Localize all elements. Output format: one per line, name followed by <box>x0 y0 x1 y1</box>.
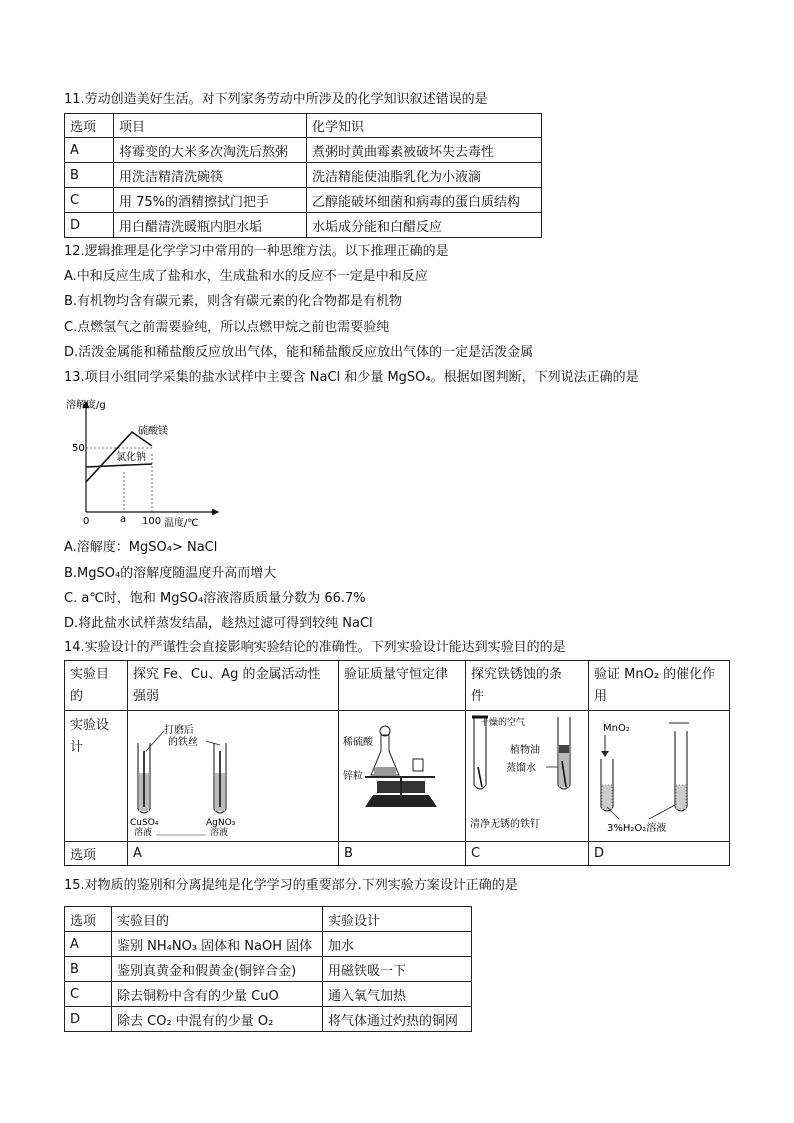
q13-option-a: A.溶解度：MgSO₄> NaCl <box>64 540 218 555</box>
table-cell: 洗洁精能使油脂乳化为小液滴 <box>307 163 542 188</box>
weight <box>413 759 423 771</box>
table-cell: 鉴别真黄金和假黄金(铜锌合金) <box>112 957 323 982</box>
q13-option-b: B.MgSO₄的溶解度随温度升高而增大 <box>64 566 277 581</box>
table-cell: D <box>589 842 730 866</box>
x-tick-label: a <box>120 514 127 525</box>
fig-label: 溶液 <box>210 828 229 837</box>
q14-table <box>64 660 730 866</box>
fig-label: 干燥的空气 <box>480 718 526 728</box>
table-cell: C <box>466 842 589 866</box>
fig-label: 清净无锈的铁钉 <box>470 819 540 830</box>
table-row <box>65 661 730 711</box>
design-label: 计 <box>70 740 84 755</box>
table-header: 化学知识 <box>307 114 542 138</box>
table-row <box>65 188 542 213</box>
table-row <box>65 138 542 163</box>
q13-option-d: D.将此盐水试样蒸发结晶，趁热过滤可得到较纯 NaCl <box>64 616 373 631</box>
nail-dry <box>478 767 482 787</box>
fig-label: 溶液 <box>134 828 153 837</box>
fig-label: 的铁丝 <box>168 737 198 748</box>
x-tick-label: 0 <box>83 516 90 527</box>
table-cell: 加水 <box>323 932 472 957</box>
fig-label: 植物油 <box>510 745 540 756</box>
table-header: 实验目的 <box>112 907 323 932</box>
series-label-nacl: 氯化钠 <box>116 452 146 463</box>
x-axis-label: 温度/℃ <box>164 518 199 529</box>
fig-label: 稀硫酸 <box>343 737 373 748</box>
table-header-row <box>65 114 542 138</box>
table-row <box>65 1007 472 1032</box>
experiment-figure-c <box>466 711 578 837</box>
purpose-d: 验证 MnO₂ 的催化作 <box>594 666 716 682</box>
table-row <box>65 957 472 982</box>
pointer-line <box>206 741 220 745</box>
table-row <box>65 932 472 957</box>
table-header: 实验设计 <box>323 907 472 932</box>
q12-stem: 12.逻辑推理是化学学习中常用的一种思维方法。以下推理正确的是 <box>64 244 449 259</box>
table-row <box>65 711 730 842</box>
table-cell: 通入氧气加热 <box>323 982 472 1007</box>
pointer-line <box>649 805 675 819</box>
table-cell: 除去铜粉中含有的少量 CuO <box>112 982 323 1007</box>
q12-option-b: B.有机物均含有碳元素，则含有碳元素的化合物都是有机物 <box>64 294 403 309</box>
table-cell: D <box>65 1007 112 1032</box>
table-header: 选项 <box>65 114 114 138</box>
purpose-d: 用 <box>594 688 608 704</box>
table-cell: B <box>339 842 466 866</box>
table-cell: 用洗洁精清洗碗筷 <box>114 163 307 188</box>
table-cell: 水垢成分能和白醋反应 <box>307 213 542 238</box>
table-cell: 选项 <box>65 842 128 866</box>
purpose-c: 探究铁锈蚀的条 <box>471 666 563 682</box>
table-row <box>65 842 730 866</box>
fig-label: 蒸馏水 <box>506 763 536 774</box>
fig-label: 锌粒 <box>343 771 363 782</box>
experiment-figure-a <box>128 711 328 837</box>
x-tick-label: 100 <box>142 516 162 527</box>
table-cell: 将气体通过灼热的铜网 <box>323 1007 472 1032</box>
q11-table <box>64 113 542 238</box>
pointer-line <box>146 731 164 751</box>
table-cell: A <box>65 138 114 163</box>
table-cell: C <box>65 982 112 1007</box>
q13-option-c: C. a℃时，饱和 MgSO₄溶液溶质质量分数为 66.7% <box>64 591 366 606</box>
table-cell: 用磁铁吸一下 <box>323 957 472 982</box>
pointer-line <box>607 807 619 819</box>
y-tick-label: 50 <box>72 443 85 454</box>
q14-stem: 14.实验设计的严谨性会直接影响实验结论的准确性。下列实验设计能达到实验目的的是 <box>64 640 566 655</box>
design-label: 实验设 <box>70 718 110 733</box>
table-cell: 用 75%的酒精擦拭门把手 <box>114 188 307 213</box>
table-cell: C <box>65 188 114 213</box>
fig-label: AgNO₃ <box>206 818 236 828</box>
table-cell: D <box>65 213 114 238</box>
table-cell: 除去 CO₂ 中混有的少量 O₂ <box>112 1007 323 1032</box>
table-header: 项目 <box>114 114 307 138</box>
table-cell: 煮粥时黄曲霉素被破坏失去毒性 <box>307 138 542 163</box>
purpose-a: 探究 Fe、Cu、Ag 的金属活动性 <box>133 666 321 682</box>
q12-option-d: D.活泼金属能和稀盐酸反应放出气体，能和稀盐酸反应放出气体的一定是活泼金属 <box>64 345 534 360</box>
table-cell: B <box>65 163 114 188</box>
q13-stem: 13.项目小组同学采集的盐水试样中主要含 NaCl 和少量 MgSO₄。根据如图判断，下列说法正确的是 <box>64 370 639 385</box>
balance-base <box>365 795 437 807</box>
purpose-b: 验证质量守恒定律 <box>344 667 449 682</box>
oil-layer <box>559 745 569 753</box>
table-cell: A <box>128 842 339 866</box>
experiment-figure-d <box>589 711 729 837</box>
solution-right <box>676 785 686 809</box>
series-line-nacl <box>86 464 152 467</box>
purpose-a: 强弱 <box>133 688 160 704</box>
fig-label: 3%H₂O₂溶液 <box>607 823 667 834</box>
purpose-c: 件 <box>471 688 485 704</box>
experiment-figure-b <box>339 711 455 837</box>
q12-option-c: C.点燃氢气之前需要验纯，所以点燃甲烷之前也需要验纯 <box>64 320 390 335</box>
table-cell: B <box>65 957 112 982</box>
purpose-label: 实验目 <box>70 666 110 682</box>
fig-label: CuSO₄ <box>130 818 159 828</box>
solubility-chart <box>64 396 224 530</box>
purpose-label: 的 <box>70 688 84 704</box>
fig-label: MnO₂ <box>603 723 630 734</box>
flask-liquid <box>374 767 396 775</box>
solution-left <box>602 785 612 809</box>
table-cell: 用白醋清洗暖瓶内胆水垢 <box>114 213 307 238</box>
q15-stem: 15.对物质的鉴别和分离提纯是化学学习的重要部分.下列实验方案设计正确的是 <box>64 878 518 893</box>
table-row <box>65 982 472 1007</box>
arrow-head <box>601 751 609 757</box>
table-cell: A <box>65 932 112 957</box>
table-cell: 乙醇能破坏细菌和病毒的蛋白质结构 <box>307 188 542 213</box>
fig-label: 打磨后 <box>164 725 194 736</box>
q11-stem: 11.劳动创造美好生活。对下列家务劳动中所涉及的化学知识叙述错误的是 <box>64 92 488 107</box>
table-header: 选项 <box>65 907 112 932</box>
q15-table <box>64 906 472 1032</box>
y-axis-label: 溶解度/g <box>66 400 106 411</box>
table-row <box>65 163 542 188</box>
q12-option-a: A.中和反应生成了盐和水，生成盐和水的反应不一定是中和反应 <box>64 269 428 284</box>
table-cell: 将霉变的大米多次淘洗后熬粥 <box>114 138 307 163</box>
table-header-row <box>65 907 472 932</box>
table-cell: 鉴别 NH₄NO₃ 固体和 NaOH 固体 <box>112 932 323 957</box>
series-label-mgso4: 硫酸镁 <box>138 426 168 437</box>
table-row <box>65 213 542 238</box>
